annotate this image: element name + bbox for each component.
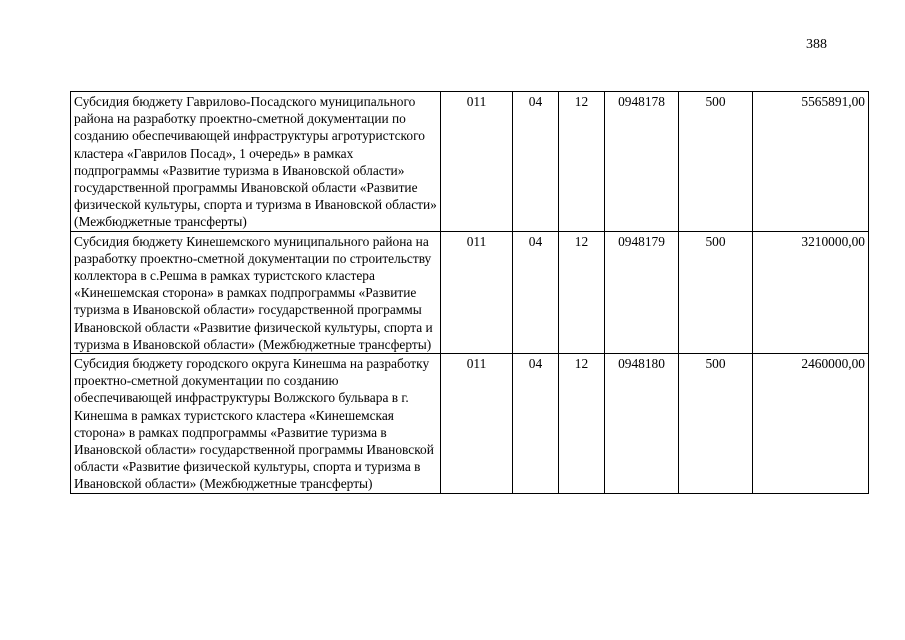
expense-type-cell: 500 (679, 354, 753, 494)
row-description: Субсидия бюджету Гаврилово-Посадского муниципального района на разработку проектно-сметной документации по созданию обеспечивающей инфраструктуры агротуристского кластера «Гаврилов Посад», 1 очередь» в рамках подпрограммы «Развитие туризма в Ивановской области» государственной программы Ивановской области «Развитие физической культуры, спорта и туризма в Ивановской области» (Межбюджетные трансферты) (71, 92, 441, 232)
target-article-cell: 0948179 (605, 231, 679, 353)
subsection-cell: 12 (559, 92, 605, 232)
table-row (71, 354, 869, 494)
row-description: Субсидия бюджету Кинешемского муниципального района на разработку проектно-сметной документации по строительству коллектора в с.Решма в рамках туристского кластера «Кинешемская сторона» в рамках подпрограммы «Развитие туризма в Ивановской области» государственной программы Ивановской области «Развитие физической культуры, спорта и туризма в Ивановской области» (Межбюджетные трансферты) (71, 231, 441, 353)
table-row (71, 92, 869, 232)
section-cell: 04 (513, 354, 559, 494)
section-cell: 04 (513, 92, 559, 232)
target-article-cell: 0948178 (605, 92, 679, 232)
target-article-cell: 0948180 (605, 354, 679, 494)
page-number: 388 (806, 37, 827, 52)
table-row (71, 231, 869, 353)
subsection-cell: 12 (559, 354, 605, 494)
subsection-cell: 12 (559, 231, 605, 353)
amount-cell: 5565891,00 (753, 92, 869, 232)
ministry-code-cell: 011 (441, 92, 513, 232)
expense-type-cell: 500 (679, 231, 753, 353)
ministry-code-cell: 011 (441, 354, 513, 494)
ministry-code-cell: 011 (441, 231, 513, 353)
amount-cell: 2460000,00 (753, 354, 869, 494)
row-description: Субсидия бюджету городского округа Кинешма на разработку проектно-сметной документации по созданию обеспечивающей инфраструктуры Волжского бульвара в г. Кинешма в рамках туристского кластера «Кинешемская сторона» в рамках подпрограммы «Развитие туризма в Ивановской области» государственной программы Ивановской области «Развитие физической культуры, спорта и туризма в Ивановской области» (Межбюджетные трансферты) (71, 354, 441, 494)
expense-type-cell: 500 (679, 92, 753, 232)
budget-table (70, 91, 869, 494)
amount-cell: 3210000,00 (753, 231, 869, 353)
section-cell: 04 (513, 231, 559, 353)
